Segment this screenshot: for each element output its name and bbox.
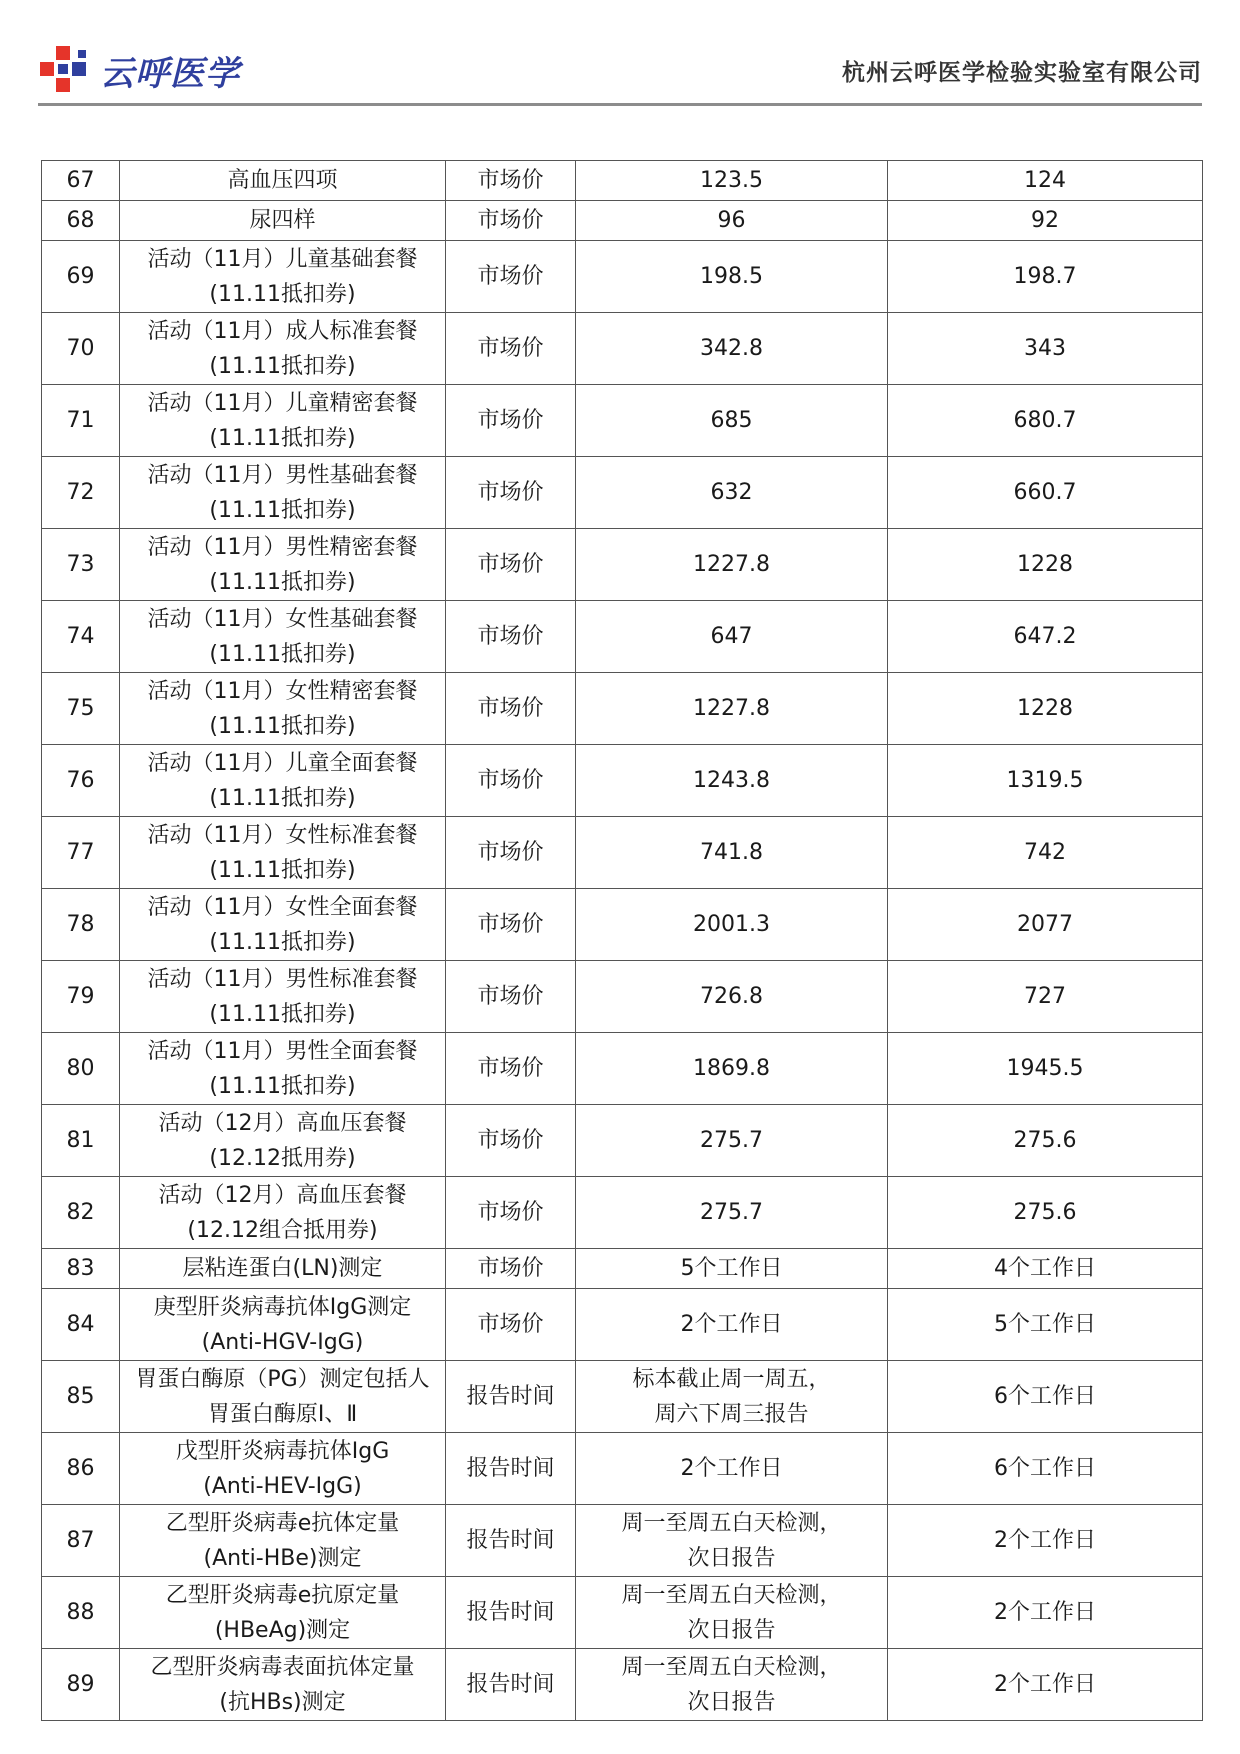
table-row bbox=[42, 457, 1203, 529]
row-number: 89 bbox=[42, 1649, 120, 1721]
table-row bbox=[42, 161, 1203, 201]
value-a bbox=[576, 457, 888, 529]
price-type: 市场价 bbox=[446, 817, 576, 889]
table-row bbox=[42, 673, 1203, 745]
table-row bbox=[42, 817, 1203, 889]
value-a-line: 726.8 bbox=[700, 984, 763, 1009]
item-name bbox=[120, 385, 446, 457]
item-name bbox=[120, 1033, 446, 1105]
item-name-line: (11.11抵扣券) bbox=[209, 713, 356, 739]
value-a bbox=[576, 673, 888, 745]
value-a-line: 周一至周五白天检测， bbox=[621, 1582, 842, 1608]
value-b: 680.7 bbox=[888, 385, 1203, 457]
value-a bbox=[576, 1649, 888, 1721]
row-number: 78 bbox=[42, 889, 120, 961]
logo-cross-icon bbox=[38, 44, 94, 96]
price-table bbox=[41, 160, 1203, 1721]
item-name bbox=[120, 1649, 446, 1721]
row-number: 79 bbox=[42, 961, 120, 1033]
value-b: 275.6 bbox=[888, 1177, 1203, 1249]
row-number: 84 bbox=[42, 1289, 120, 1361]
row-number: 86 bbox=[42, 1433, 120, 1505]
row-number: 76 bbox=[42, 745, 120, 817]
row-number: 87 bbox=[42, 1505, 120, 1577]
value-a-line: 1227.8 bbox=[693, 552, 770, 577]
item-name-line: (12.12抵用券) bbox=[209, 1145, 356, 1171]
item-name-line: 高血压四项 bbox=[227, 168, 338, 193]
value-a bbox=[576, 1177, 888, 1249]
value-a-line: 周一至周五白天检测， bbox=[621, 1654, 842, 1680]
item-name-line: 活动（11月）男性基础套餐 bbox=[147, 462, 418, 488]
item-name-line: (12.12组合抵用券) bbox=[187, 1217, 378, 1243]
value-a bbox=[576, 1505, 888, 1577]
company-logo bbox=[38, 44, 240, 96]
value-a-line: 1227.8 bbox=[693, 696, 770, 721]
value-a-line: 275.7 bbox=[700, 1200, 763, 1225]
item-name-line: 乙型肝炎病毒e抗体定量 bbox=[165, 1510, 400, 1536]
item-name-line: 活动（11月）儿童基础套餐 bbox=[147, 246, 418, 272]
price-type: 报告时间 bbox=[446, 1505, 576, 1577]
table-row bbox=[42, 1649, 1203, 1721]
price-type: 市场价 bbox=[446, 385, 576, 457]
value-a-line: 685 bbox=[710, 408, 753, 433]
item-name-line: 尿四样 bbox=[249, 208, 316, 233]
price-type: 市场价 bbox=[446, 601, 576, 673]
company-name: 杭州云呼医学检验实验室有限公司 bbox=[842, 60, 1202, 86]
price-type: 报告时间 bbox=[446, 1361, 576, 1433]
item-name bbox=[120, 961, 446, 1033]
row-number: 81 bbox=[42, 1105, 120, 1177]
header-divider bbox=[38, 103, 1202, 106]
price-type: 市场价 bbox=[446, 961, 576, 1033]
price-type: 市场价 bbox=[446, 1105, 576, 1177]
item-name bbox=[120, 313, 446, 385]
value-a-line: 标本截止周一周五， bbox=[632, 1366, 831, 1392]
value-b: 742 bbox=[888, 817, 1203, 889]
item-name-line: (Anti-HGV-IgG) bbox=[201, 1329, 364, 1355]
price-type: 市场价 bbox=[446, 161, 576, 201]
price-type: 市场价 bbox=[446, 1177, 576, 1249]
row-number: 71 bbox=[42, 385, 120, 457]
item-name bbox=[120, 457, 446, 529]
value-b: 275.6 bbox=[888, 1105, 1203, 1177]
item-name-line: 活动（11月）儿童精密套餐 bbox=[147, 390, 418, 416]
item-name bbox=[120, 889, 446, 961]
value-a bbox=[576, 1249, 888, 1289]
item-name-line: 胃蛋白酶原Ⅰ、Ⅱ bbox=[207, 1401, 358, 1427]
item-name-line: (11.11抵扣券) bbox=[209, 569, 356, 595]
price-type: 市场价 bbox=[446, 201, 576, 241]
value-a bbox=[576, 529, 888, 601]
item-name-line: (11.11抵扣券) bbox=[209, 281, 356, 307]
price-type: 市场价 bbox=[446, 457, 576, 529]
price-type: 市场价 bbox=[446, 1289, 576, 1361]
value-b: 5个工作日 bbox=[888, 1289, 1203, 1361]
value-a bbox=[576, 201, 888, 241]
table-row bbox=[42, 1177, 1203, 1249]
table-row bbox=[42, 1505, 1203, 1577]
item-name-line: (11.11抵扣券) bbox=[209, 497, 356, 523]
item-name-line: 庚型肝炎病毒抗体IgG测定 bbox=[153, 1294, 412, 1320]
table-row bbox=[42, 1289, 1203, 1361]
price-type: 市场价 bbox=[446, 745, 576, 817]
value-a-line: 次日报告 bbox=[687, 1617, 776, 1643]
value-a bbox=[576, 601, 888, 673]
value-a bbox=[576, 385, 888, 457]
item-name bbox=[120, 1177, 446, 1249]
value-a-line: 2个工作日 bbox=[680, 1456, 783, 1481]
value-a-line: 198.5 bbox=[700, 264, 763, 289]
value-b: 1228 bbox=[888, 673, 1203, 745]
item-name-line: 层粘连蛋白(LN)测定 bbox=[182, 1256, 383, 1281]
value-a-line: 次日报告 bbox=[687, 1689, 776, 1715]
row-number: 77 bbox=[42, 817, 120, 889]
item-name-line: 活动（11月）女性基础套餐 bbox=[147, 606, 418, 632]
item-name-line: 活动（11月）男性全面套餐 bbox=[147, 1038, 418, 1064]
value-a-line: 96 bbox=[717, 208, 746, 233]
item-name-line: 乙型肝炎病毒表面抗体定量 bbox=[150, 1654, 415, 1680]
item-name-line: 活动（11月）女性精密套餐 bbox=[147, 678, 418, 704]
item-name bbox=[120, 201, 446, 241]
table-row bbox=[42, 745, 1203, 817]
page-header bbox=[38, 44, 1202, 104]
value-b: 124 bbox=[888, 161, 1203, 201]
table-row bbox=[42, 1249, 1203, 1289]
item-name-line: (HBeAg)测定 bbox=[214, 1617, 351, 1643]
value-b: 2077 bbox=[888, 889, 1203, 961]
table-row bbox=[42, 1033, 1203, 1105]
value-a-line: 275.7 bbox=[700, 1128, 763, 1153]
row-number: 67 bbox=[42, 161, 120, 201]
value-a-line: 1243.8 bbox=[693, 768, 770, 793]
item-name-line: 活动（12月）高血压套餐 bbox=[158, 1110, 407, 1136]
item-name bbox=[120, 745, 446, 817]
item-name bbox=[120, 1505, 446, 1577]
price-type: 市场价 bbox=[446, 1033, 576, 1105]
item-name bbox=[120, 1361, 446, 1433]
table-row bbox=[42, 889, 1203, 961]
value-a-line: 2001.3 bbox=[693, 912, 770, 937]
price-type: 报告时间 bbox=[446, 1433, 576, 1505]
item-name-line: 胃蛋白酶原（PG）测定包括人 bbox=[135, 1366, 430, 1392]
price-type: 市场价 bbox=[446, 889, 576, 961]
item-name bbox=[120, 673, 446, 745]
item-name-line: 活动（11月）男性标准套餐 bbox=[147, 966, 418, 992]
item-name-line: 乙型肝炎病毒e抗原定量 bbox=[165, 1582, 400, 1608]
value-a-line: 342.8 bbox=[700, 336, 763, 361]
value-b: 660.7 bbox=[888, 457, 1203, 529]
item-name-line: 活动（11月）成人标准套餐 bbox=[147, 318, 418, 344]
value-a-line: 周一至周五白天检测， bbox=[621, 1510, 842, 1536]
row-number: 68 bbox=[42, 201, 120, 241]
item-name-line: 活动（11月）女性全面套餐 bbox=[147, 894, 418, 920]
value-a bbox=[576, 1105, 888, 1177]
value-a bbox=[576, 241, 888, 313]
row-number: 80 bbox=[42, 1033, 120, 1105]
value-a-line: 1869.8 bbox=[693, 1056, 770, 1081]
value-b: 6个工作日 bbox=[888, 1361, 1203, 1433]
item-name-line: (抗HBs)测定 bbox=[219, 1689, 346, 1715]
row-number: 70 bbox=[42, 313, 120, 385]
table-row bbox=[42, 961, 1203, 1033]
item-name-line: (11.11抵扣券) bbox=[209, 1073, 356, 1099]
value-b: 2个工作日 bbox=[888, 1577, 1203, 1649]
value-b: 2个工作日 bbox=[888, 1649, 1203, 1721]
item-name-line: 戊型肝炎病毒抗体IgG bbox=[175, 1438, 390, 1464]
item-name bbox=[120, 1105, 446, 1177]
price-type: 市场价 bbox=[446, 673, 576, 745]
value-b: 343 bbox=[888, 313, 1203, 385]
price-type: 市场价 bbox=[446, 529, 576, 601]
value-a bbox=[576, 745, 888, 817]
value-a-line: 123.5 bbox=[700, 168, 763, 193]
table-row bbox=[42, 1577, 1203, 1649]
value-a bbox=[576, 313, 888, 385]
item-name bbox=[120, 1289, 446, 1361]
logo-text: 云呼医学 bbox=[100, 53, 240, 94]
price-type: 市场价 bbox=[446, 241, 576, 313]
value-b: 6个工作日 bbox=[888, 1433, 1203, 1505]
value-a-line: 632 bbox=[710, 480, 753, 505]
row-number: 82 bbox=[42, 1177, 120, 1249]
value-a-line: 647 bbox=[710, 624, 753, 649]
item-name-line: (11.11抵扣券) bbox=[209, 425, 356, 451]
row-number: 75 bbox=[42, 673, 120, 745]
item-name-line: (11.11抵扣券) bbox=[209, 929, 356, 955]
value-b: 1945.5 bbox=[888, 1033, 1203, 1105]
item-name-line: 活动（11月）男性精密套餐 bbox=[147, 534, 418, 560]
item-name-line: (Anti-HBe)测定 bbox=[203, 1545, 362, 1571]
row-number: 74 bbox=[42, 601, 120, 673]
item-name bbox=[120, 161, 446, 201]
value-a-line: 周六下周三报告 bbox=[654, 1401, 809, 1427]
value-a bbox=[576, 817, 888, 889]
item-name-line: (Anti-HEV-IgG) bbox=[203, 1473, 362, 1499]
value-a-line: 5个工作日 bbox=[680, 1256, 783, 1281]
table-row bbox=[42, 385, 1203, 457]
value-a-line: 741.8 bbox=[700, 840, 763, 865]
row-number: 88 bbox=[42, 1577, 120, 1649]
row-number: 85 bbox=[42, 1361, 120, 1433]
table-row bbox=[42, 1361, 1203, 1433]
value-b: 4个工作日 bbox=[888, 1249, 1203, 1289]
item-name bbox=[120, 529, 446, 601]
table-row bbox=[42, 313, 1203, 385]
value-b: 647.2 bbox=[888, 601, 1203, 673]
table-row bbox=[42, 241, 1203, 313]
value-b: 92 bbox=[888, 201, 1203, 241]
item-name-line: (11.11抵扣券) bbox=[209, 785, 356, 811]
value-a bbox=[576, 889, 888, 961]
row-number: 83 bbox=[42, 1249, 120, 1289]
value-a-line: 2个工作日 bbox=[680, 1312, 783, 1337]
value-a bbox=[576, 1033, 888, 1105]
table-row bbox=[42, 201, 1203, 241]
value-a bbox=[576, 1361, 888, 1433]
item-name bbox=[120, 601, 446, 673]
value-a bbox=[576, 1433, 888, 1505]
item-name-line: 活动（11月）儿童全面套餐 bbox=[147, 750, 418, 776]
table-row bbox=[42, 1105, 1203, 1177]
price-type: 市场价 bbox=[446, 1249, 576, 1289]
value-b: 1319.5 bbox=[888, 745, 1203, 817]
value-b: 198.7 bbox=[888, 241, 1203, 313]
value-a bbox=[576, 1577, 888, 1649]
item-name-line: (11.11抵扣券) bbox=[209, 641, 356, 667]
item-name-line: 活动（12月）高血压套餐 bbox=[158, 1182, 407, 1208]
item-name bbox=[120, 1249, 446, 1289]
price-type: 报告时间 bbox=[446, 1649, 576, 1721]
table-row bbox=[42, 529, 1203, 601]
table-row bbox=[42, 1433, 1203, 1505]
row-number: 72 bbox=[42, 457, 120, 529]
value-b: 727 bbox=[888, 961, 1203, 1033]
price-type: 报告时间 bbox=[446, 1577, 576, 1649]
item-name bbox=[120, 1577, 446, 1649]
value-b: 2个工作日 bbox=[888, 1505, 1203, 1577]
item-name-line: (11.11抵扣券) bbox=[209, 857, 356, 883]
item-name bbox=[120, 817, 446, 889]
item-name-line: (11.11抵扣券) bbox=[209, 353, 356, 379]
price-type: 市场价 bbox=[446, 313, 576, 385]
value-b: 1228 bbox=[888, 529, 1203, 601]
item-name-line: (11.11抵扣券) bbox=[209, 1001, 356, 1027]
value-a bbox=[576, 1289, 888, 1361]
item-name bbox=[120, 1433, 446, 1505]
value-a-line: 次日报告 bbox=[687, 1545, 776, 1571]
row-number: 73 bbox=[42, 529, 120, 601]
value-a bbox=[576, 961, 888, 1033]
table-row bbox=[42, 601, 1203, 673]
row-number: 69 bbox=[42, 241, 120, 313]
value-a bbox=[576, 161, 888, 201]
item-name bbox=[120, 241, 446, 313]
item-name-line: 活动（11月）女性标准套餐 bbox=[147, 822, 418, 848]
